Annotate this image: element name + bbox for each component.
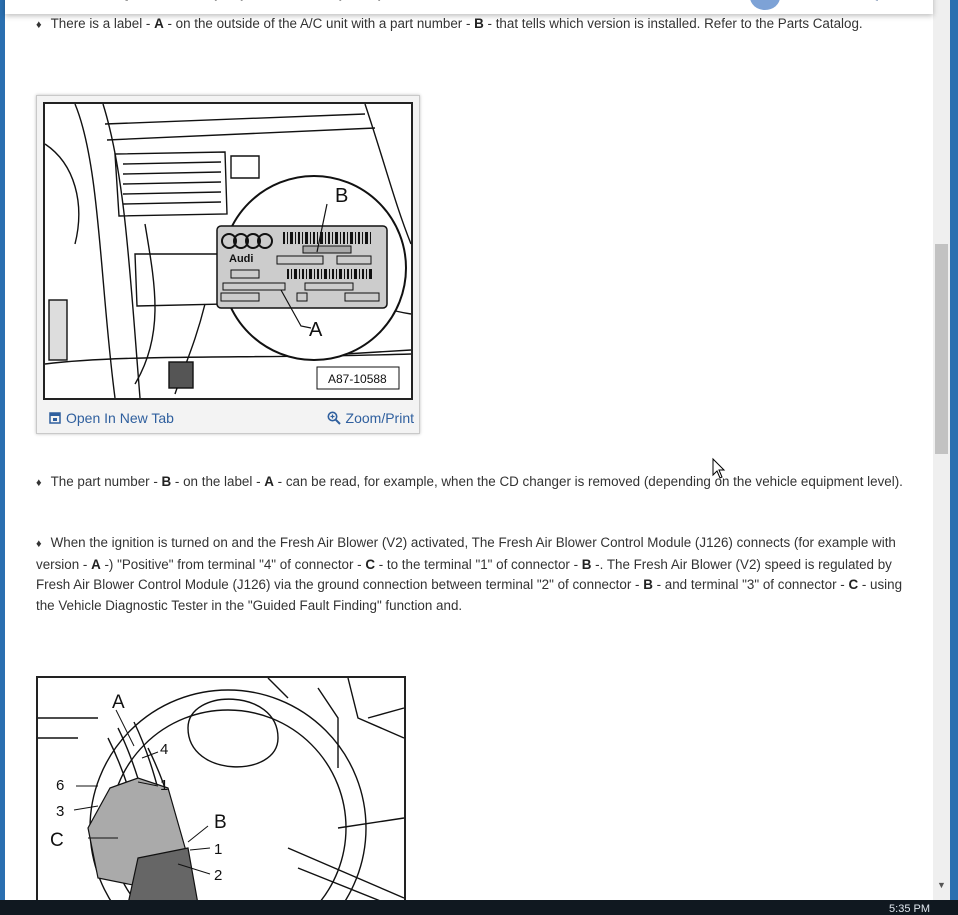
pin-1-label: 1 xyxy=(160,777,169,794)
connector-c-label: C xyxy=(50,830,64,851)
ref-b: B xyxy=(474,16,484,31)
diamond-bullet-icon: ♦ xyxy=(36,19,42,31)
ref-b: B xyxy=(643,577,653,592)
text: When the ignition is turned on and the Fresh Air Blower (V2) activated, The Fresh Air Blower Control Module (J126) connects (for example with version - xyxy=(36,535,896,572)
pin-4-label: 4 xyxy=(160,741,169,758)
mouse-cursor-icon xyxy=(712,458,726,480)
callout-a: A xyxy=(309,319,323,341)
ref-a: A xyxy=(264,474,274,489)
text: The part number - xyxy=(50,474,162,489)
avatar[interactable] xyxy=(750,0,780,10)
pin-6-label: 6 xyxy=(56,777,65,794)
vertical-scrollbar[interactable] xyxy=(933,0,950,900)
vehicle-title xyxy=(35,0,382,1)
text: -) "Positive" from terminal "4" of connector - xyxy=(100,556,366,572)
taskbar-clock[interactable]: 5:35 PM xyxy=(889,903,930,915)
zoom-print-label: Zoom/Print xyxy=(345,410,414,426)
paragraph-label-info xyxy=(36,14,916,36)
pin-1-label: 1 xyxy=(214,841,223,858)
text: - using the Vehicle Diagnostic Tester in the "Guided Fault Finding" function and. xyxy=(36,577,903,613)
text: - that tells which version is installed. Refer to the Parts Catalog. xyxy=(483,16,863,31)
comment-button[interactable] xyxy=(665,0,725,1)
magnifier-plus-icon xyxy=(327,411,341,425)
ref-a: A xyxy=(91,556,101,572)
open-new-tab-icon xyxy=(49,412,61,424)
zoom-print-link[interactable] xyxy=(327,410,414,426)
text: - can be read, for example, when the CD changer is removed (depending on the vehicle equipment level). xyxy=(273,474,903,489)
figure-id: A87-10588 xyxy=(328,372,387,386)
figure-ac-label xyxy=(36,95,420,434)
open-in-new-tab-link[interactable] xyxy=(49,410,174,426)
create-quote-label xyxy=(827,0,905,1)
text: -. The Fresh Air Blower (V2) speed is regulated by Fresh Air Blower Control Module (J126) via the ground connection between terminal "2" of connector - xyxy=(36,556,892,592)
taskbar xyxy=(0,900,958,915)
pin-3-label: 3 xyxy=(56,803,65,820)
connector-b-label: B xyxy=(214,812,227,833)
ref-c: C xyxy=(848,577,859,592)
figure-blower-connectors[interactable] xyxy=(36,676,406,906)
text: - on the outside of the A/C unit with a part number - xyxy=(163,16,475,31)
scrollbar-thumb[interactable] xyxy=(935,244,948,454)
diamond-bullet-icon: ♦ xyxy=(36,538,42,550)
callout-b: B xyxy=(335,185,349,207)
text: There is a label - xyxy=(50,16,155,31)
ref-b: B xyxy=(581,556,592,572)
ref-b: B xyxy=(161,474,172,489)
desktop-edge-right xyxy=(950,0,958,900)
ref-a: A xyxy=(154,16,164,31)
paragraph-part-number xyxy=(36,472,916,494)
create-quote-button[interactable] xyxy=(803,0,905,1)
figure-image-ac-label[interactable] xyxy=(43,102,413,400)
comment-label xyxy=(665,0,725,1)
pin-2-label: 2 xyxy=(214,867,223,884)
text: - and terminal "3" of connector - xyxy=(652,577,849,592)
open-in-new-tab-label: Open In New Tab xyxy=(66,410,174,426)
page-content xyxy=(5,0,933,900)
diamond-bullet-icon: ♦ xyxy=(36,477,42,489)
scroll-down-icon[interactable]: ▼ xyxy=(937,880,946,890)
sticky-header xyxy=(5,0,933,14)
connector-a-label: A xyxy=(112,692,125,713)
text: - on the label - xyxy=(171,474,265,489)
paragraph-blower-operation xyxy=(36,533,916,616)
text: - to the terminal "1" of connector - xyxy=(375,556,582,572)
ref-c: C xyxy=(365,556,376,572)
audi-logo-text: Audi xyxy=(229,253,254,265)
